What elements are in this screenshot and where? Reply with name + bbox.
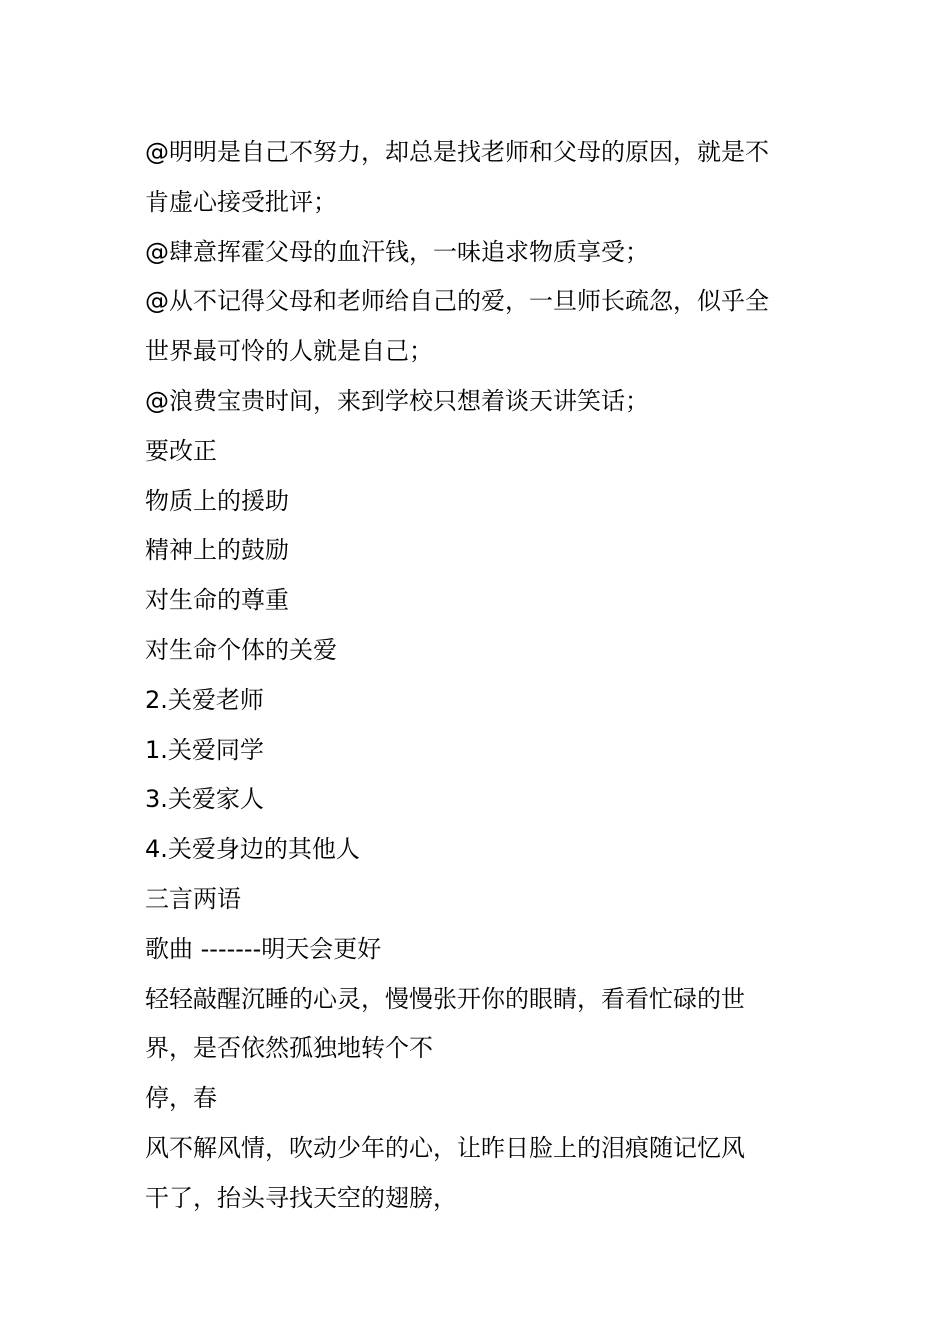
text-line: 对生命的尊重 <box>145 586 289 615</box>
text-line: @浪费宝贵时间，来到学校只想着谈天讲笑话； <box>145 386 649 415</box>
lyrics-line: 停，春 <box>145 1084 217 1113</box>
text-line: 物质上的援助 <box>145 486 289 515</box>
heading-line: 三言两语 <box>145 884 241 913</box>
lyrics-line: 干了，抬头寻找天空的翅膀， <box>145 1183 457 1212</box>
list-item: 4.关爱身边的其他人 <box>145 835 360 864</box>
text-line: @从不记得父母和老师给自己的爱，一旦师长疏忽，似乎全 <box>145 287 769 316</box>
text-line: @肆意挥霍父母的血汗钱，一味追求物质享受； <box>145 237 649 266</box>
heading-line: 要改正 <box>145 436 217 465</box>
song-title: 歌曲 -------明天会更好 <box>145 934 382 963</box>
list-item: 1.关爱同学 <box>145 735 264 764</box>
text-line: 世界最可怜的人就是自己； <box>145 337 433 366</box>
text-line: @明明是自己不努力，却总是找老师和父母的原因，就是不 <box>145 138 769 166</box>
lyrics-line: 界，是否依然孤独地转个不 <box>145 1034 433 1063</box>
text-line: 精神上的鼓励 <box>145 536 289 565</box>
text-line: 肯虚心接受批评； <box>145 187 337 216</box>
document-body <box>145 128 810 1224</box>
list-item: 3.关爱家人 <box>145 785 264 814</box>
text-line: 对生命个体的关爱 <box>145 635 337 664</box>
list-item: 2.关爱老师 <box>145 685 264 714</box>
lyrics-line: 轻轻敲醒沉睡的心灵，慢慢张开你的眼睛，看看忙碌的世 <box>145 984 745 1013</box>
lyrics-line: 风不解风情，吹动少年的心，让昨日脸上的泪痕随记忆风 <box>145 1133 745 1162</box>
